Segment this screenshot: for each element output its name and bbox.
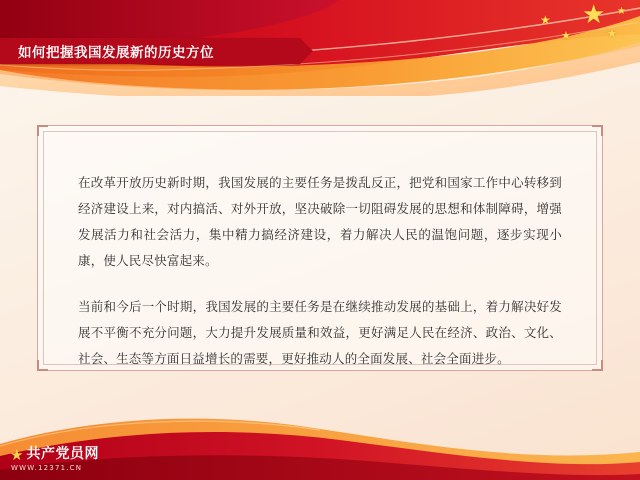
content-card (37, 125, 603, 371)
page-title: 如何把握我国发展新的历史方位 (18, 45, 214, 61)
body-paragraph-1: 在改革开放历史新时期，我国发展的主要任务是拨乱反正，把党和国家工作中心转移到经济建设上来，对内搞活、对外开放，坚决破除一切阻碍发展的思想和体制障碍，增强发展活力和社会活力，集中精力搞经济建设，着力解决人民的温饱问题，逐步实现小康，使人民尽快富起来。 (78, 175, 562, 268)
site-logo (10, 447, 130, 472)
banner-star-icon-4: ★ (607, 27, 617, 40)
logo-url: WWW.12371.CN (11, 464, 83, 472)
banner-star-icon-1: ★ (582, 0, 606, 30)
content-body (43, 131, 597, 365)
banner-star-icon-5: ★ (617, 6, 626, 17)
banner-star-icon-3: ★ (561, 29, 571, 42)
logo-star-icon: ★ (10, 446, 24, 464)
banner-star-icon-2: ★ (540, 13, 551, 27)
logo-row (10, 447, 130, 462)
body-paragraph-2: 当前和今后一个时期，我国发展的主要任务是在继续推动发展的基础上，着力解决好发展不平衡不充分问题，大力提升发展质量和效益，更好满足人民在经济、政治、文化、社会、生态等方面日益增长的需要，更好推动人的全面发展、社会全面进步。 (78, 299, 562, 366)
slide-title-bar (0, 38, 300, 64)
logo-text: 共产党员网 (26, 446, 99, 462)
